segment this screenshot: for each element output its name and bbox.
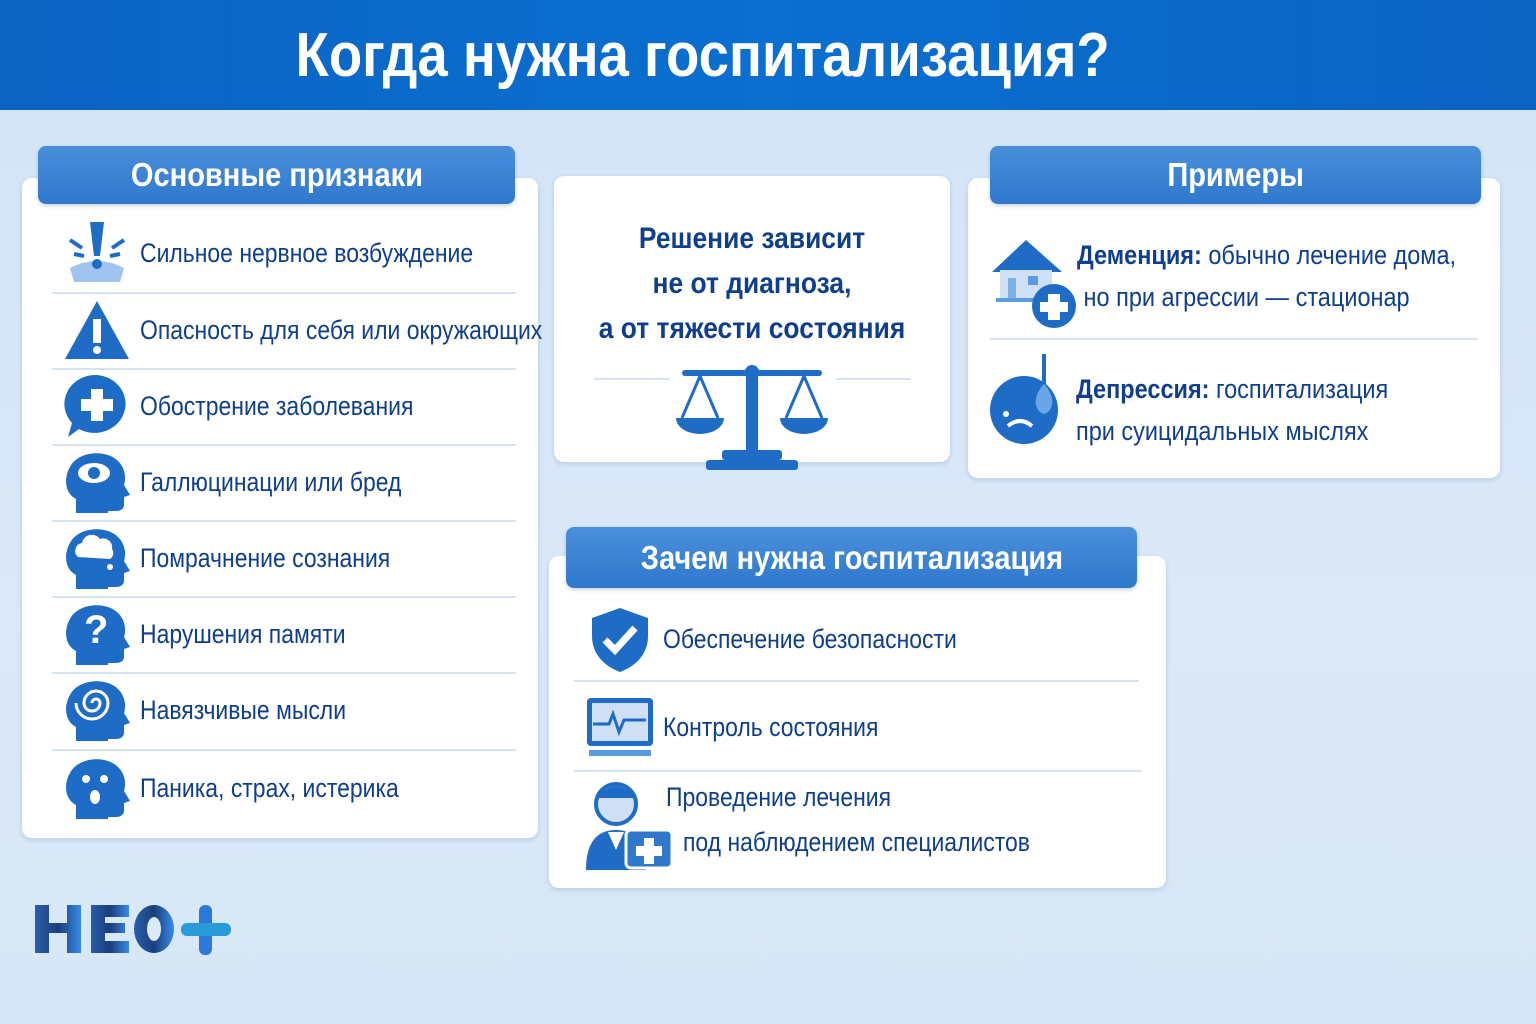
sign-item-label: Галлюцинации или бред [140, 466, 402, 497]
sign-item-label: Навязчивые мысли [140, 694, 347, 725]
why-item-label: под наблюдением специалистов [683, 827, 1030, 857]
warning-triangle-icon [62, 295, 132, 365]
sign-item [62, 295, 613, 365]
example-term: Депрессия: [1076, 374, 1210, 404]
head-fear-icon [62, 753, 132, 823]
doctor-icon [576, 778, 676, 872]
medical-cross-bubble-icon [62, 371, 132, 441]
sign-item-label: Помрачнение сознания [140, 542, 391, 573]
divider [990, 338, 1478, 340]
why-item-label: Контроль состояния [663, 711, 879, 742]
divider [52, 520, 516, 522]
divider [52, 368, 516, 370]
heart-monitor-icon [585, 692, 655, 762]
title-banner [0, 0, 1536, 110]
divider [52, 672, 516, 674]
sign-item [62, 675, 382, 745]
sign-item [62, 523, 434, 593]
sign-item [62, 753, 444, 823]
divider [52, 749, 516, 751]
exclamation-burst-icon [62, 218, 132, 288]
sign-item-label: Опасность для себя или окружающих [140, 314, 543, 345]
examples-header-label: Примеры [1167, 156, 1304, 193]
divider [52, 292, 516, 294]
why-item [585, 604, 1009, 674]
decision-line: а от тяжести состояния [598, 312, 906, 345]
sign-item [62, 599, 382, 669]
decision-line: не от диагноза, [652, 267, 852, 300]
sign-item-label: Паника, страх, истерика [140, 772, 399, 803]
divider [836, 378, 911, 380]
svg-text:?: ? [84, 608, 109, 652]
examples-header [990, 146, 1481, 204]
why-item-label: Обеспечение безопасности [663, 623, 957, 654]
why-header-label: Зачем нужна госпитализация [640, 538, 1063, 576]
logo [33, 903, 233, 955]
page-title: Когда нужна госпитализация? [295, 20, 1111, 90]
sign-item-label: Нарушения памяти [140, 618, 346, 649]
divider [574, 770, 1142, 772]
sign-item [62, 218, 532, 288]
sign-item-label: Сильное нервное возбуждение [140, 237, 474, 268]
divider [52, 596, 516, 598]
why-item-label: Проведение лечения [666, 782, 892, 812]
sign-item [62, 447, 448, 517]
example-text: госпитализация [1216, 374, 1389, 404]
head-cloud-icon [62, 523, 132, 593]
example-term: Деменция: [1077, 240, 1202, 270]
why-item [585, 692, 916, 762]
shield-check-icon [585, 604, 655, 674]
sign-item-label: Обострение заболевания [140, 390, 414, 421]
head-spiral-icon [62, 675, 132, 745]
divider [52, 444, 516, 446]
example-text: обычно лечение дома, [1208, 240, 1457, 270]
scales-icon [672, 362, 832, 472]
why-header [566, 527, 1137, 588]
sign-item [62, 371, 462, 441]
example-text: при суицидальных мыслях [1076, 416, 1369, 446]
example-dementia [1077, 234, 1456, 318]
example-text: но при агрессии — стационар [1083, 282, 1410, 312]
decision-card [554, 176, 950, 462]
divider [574, 680, 1139, 682]
house-medical-icon [988, 236, 1080, 330]
head-eye-icon [62, 447, 132, 517]
divider [594, 378, 669, 380]
why-item [666, 782, 931, 813]
signs-header-label: Основные признаки [130, 156, 423, 193]
head-question-icon [62, 599, 132, 669]
decision-line: Решение зависит [638, 222, 866, 255]
signs-header [38, 146, 515, 204]
why-item-continuation [683, 827, 1091, 858]
sad-face-noose-icon [988, 354, 1064, 446]
example-depression [1076, 368, 1388, 452]
